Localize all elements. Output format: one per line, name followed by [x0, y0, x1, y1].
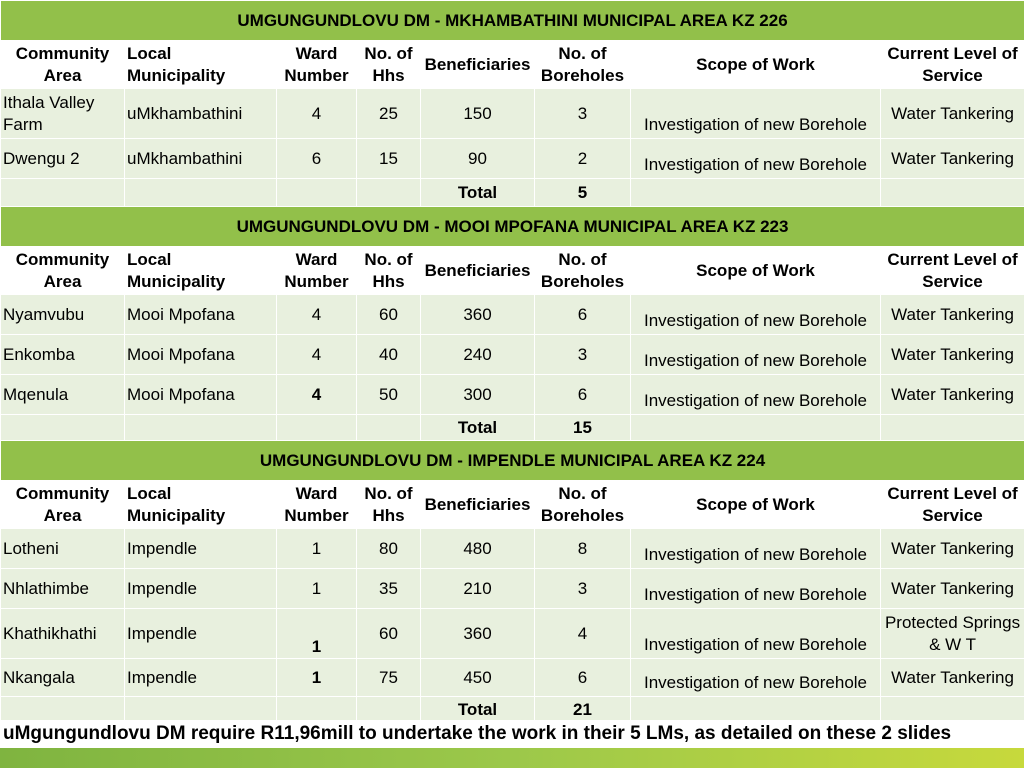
- cell-service: Water Tankering: [881, 335, 1024, 375]
- cell-municipality: uMkhambathini: [125, 89, 277, 139]
- cell-scope: Investigation of new Borehole: [631, 295, 881, 335]
- header-ward-number: Ward Number: [277, 247, 357, 295]
- cell-municipality: Impendle: [125, 529, 277, 569]
- cell-scope: Investigation of new Borehole: [631, 569, 881, 609]
- cell-boreholes: 2: [535, 139, 631, 179]
- cell-hhs: 75: [357, 659, 421, 697]
- section-title: UMGUNGUNDLOVU DM - MOOI MPOFANA MUNICIPAL AREA KZ 223: [1, 207, 1024, 247]
- section-title: UMGUNGUNDLOVU DM - IMPENDLE MUNICIPAL AREA KZ 224: [1, 441, 1024, 481]
- cell-community: Nkangala: [1, 659, 125, 697]
- cell-scope: Investigation of new Borehole: [631, 335, 881, 375]
- total-boreholes: 5: [535, 179, 631, 207]
- cell-beneficiaries: 450: [421, 659, 535, 697]
- header-no-of-boreholes: No. of Boreholes: [535, 41, 631, 89]
- cell-service: Water Tankering: [881, 569, 1024, 609]
- table-row: [1, 529, 1024, 569]
- header-row: [1, 247, 1024, 295]
- cell-beneficiaries: 240: [421, 335, 535, 375]
- table-row: [1, 659, 1024, 697]
- cell-boreholes: 6: [535, 375, 631, 415]
- table-row: [1, 609, 1024, 659]
- header-row: [1, 41, 1024, 89]
- cell-scope: Investigation of new Borehole: [631, 375, 881, 415]
- cell-ward: 4: [277, 375, 357, 415]
- cell-scope: Investigation of new Borehole: [631, 139, 881, 179]
- header-no-of-hhs: No. of Hhs: [357, 247, 421, 295]
- header-beneficiaries: Beneficiaries: [421, 481, 535, 529]
- cell-service: Water Tankering: [881, 139, 1024, 179]
- cell-boreholes: 6: [535, 295, 631, 335]
- header-beneficiaries: Beneficiaries: [421, 247, 535, 295]
- cell-boreholes: 3: [535, 335, 631, 375]
- header-scope-of-work: Scope of Work: [631, 41, 881, 89]
- header-community-area: Community Area: [1, 481, 125, 529]
- cell-ward: 1: [277, 659, 357, 697]
- cell-scope: Investigation of new Borehole: [631, 529, 881, 569]
- cell-hhs: 60: [357, 295, 421, 335]
- cell-hhs: 80: [357, 529, 421, 569]
- section-title-row: [1, 1, 1024, 41]
- cell-community: Khathikhathi: [1, 609, 125, 659]
- section-title-row: [1, 441, 1024, 481]
- total-row: [1, 179, 1024, 207]
- footer-note: uMgungundlovu DM require R11,96mill to undertake the work in their 5 LMs, as detailed on these 2 slides: [0, 720, 1024, 748]
- header-no-of-hhs: No. of Hhs: [357, 41, 421, 89]
- cell-ward: 6: [277, 139, 357, 179]
- cell-beneficiaries: 150: [421, 89, 535, 139]
- cell-beneficiaries: 300: [421, 375, 535, 415]
- header-community-area: Community Area: [1, 41, 125, 89]
- cell-municipality: uMkhambathini: [125, 139, 277, 179]
- cell-ward: 1: [277, 529, 357, 569]
- cell-service: Water Tankering: [881, 375, 1024, 415]
- total-boreholes: 15: [535, 415, 631, 441]
- header-no-of-boreholes: No. of Boreholes: [535, 247, 631, 295]
- cell-community: Nyamvubu: [1, 295, 125, 335]
- cell-community: Nhlathimbe: [1, 569, 125, 609]
- table-row: [1, 335, 1024, 375]
- table-row: [1, 139, 1024, 179]
- cell-boreholes: 4: [535, 609, 631, 659]
- cell-community: Lotheni: [1, 529, 125, 569]
- cell-hhs: 25: [357, 89, 421, 139]
- cell-community: Ithala Valley Farm: [1, 89, 125, 139]
- header-row: [1, 481, 1024, 529]
- cell-municipality: Mooi Mpofana: [125, 375, 277, 415]
- header-current-level-of-service: Current Level of Service: [881, 247, 1024, 295]
- total-row: [1, 697, 1024, 723]
- header-scope-of-work: Scope of Work: [631, 247, 881, 295]
- cell-scope: Investigation of new Borehole: [631, 609, 881, 659]
- header-beneficiaries: Beneficiaries: [421, 41, 535, 89]
- table-row: [1, 569, 1024, 609]
- table-row: [1, 295, 1024, 335]
- cell-community: Enkomba: [1, 335, 125, 375]
- table-row: [1, 89, 1024, 139]
- cell-beneficiaries: 360: [421, 609, 535, 659]
- cell-ward: 1: [277, 569, 357, 609]
- cell-ward: 4: [277, 335, 357, 375]
- cell-service: Water Tankering: [881, 89, 1024, 139]
- cell-hhs: 15: [357, 139, 421, 179]
- header-no-of-boreholes: No. of Boreholes: [535, 481, 631, 529]
- cell-hhs: 40: [357, 335, 421, 375]
- cell-service: Water Tankering: [881, 529, 1024, 569]
- header-current-level-of-service: Current Level of Service: [881, 481, 1024, 529]
- cell-boreholes: 6: [535, 659, 631, 697]
- cell-ward: 1: [277, 609, 357, 659]
- cell-municipality: Impendle: [125, 569, 277, 609]
- header-local-municipality: Local Municipality: [125, 247, 277, 295]
- cell-scope: Investigation of new Borehole: [631, 89, 881, 139]
- total-label: Total: [421, 415, 535, 441]
- cell-hhs: 60: [357, 609, 421, 659]
- header-current-level-of-service: Current Level of Service: [881, 41, 1024, 89]
- cell-municipality: Impendle: [125, 659, 277, 697]
- header-local-municipality: Local Municipality: [125, 481, 277, 529]
- cell-beneficiaries: 360: [421, 295, 535, 335]
- total-label: Total: [421, 179, 535, 207]
- cell-service: Water Tankering: [881, 295, 1024, 335]
- cell-ward: 4: [277, 295, 357, 335]
- header-local-municipality: Local Municipality: [125, 41, 277, 89]
- cell-boreholes: 3: [535, 569, 631, 609]
- total-label: Total: [421, 697, 535, 723]
- header-ward-number: Ward Number: [277, 481, 357, 529]
- section-title: UMGUNGUNDLOVU DM - MKHAMBATHINI MUNICIPAL AREA KZ 226: [1, 1, 1024, 41]
- cell-beneficiaries: 210: [421, 569, 535, 609]
- cell-boreholes: 8: [535, 529, 631, 569]
- header-ward-number: Ward Number: [277, 41, 357, 89]
- header-community-area: Community Area: [1, 247, 125, 295]
- cell-municipality: Mooi Mpofana: [125, 295, 277, 335]
- cell-service: Water Tankering: [881, 659, 1024, 697]
- header-no-of-hhs: No. of Hhs: [357, 481, 421, 529]
- cell-scope: Investigation of new Borehole: [631, 659, 881, 697]
- cell-municipality: Impendle: [125, 609, 277, 659]
- cell-community: Mqenula: [1, 375, 125, 415]
- cell-hhs: 35: [357, 569, 421, 609]
- cell-beneficiaries: 90: [421, 139, 535, 179]
- cell-community: Dwengu 2: [1, 139, 125, 179]
- cell-ward: 4: [277, 89, 357, 139]
- cell-beneficiaries: 480: [421, 529, 535, 569]
- total-row: [1, 415, 1024, 441]
- decorative-bottom-band: [0, 748, 1024, 768]
- section-title-row: [1, 207, 1024, 247]
- total-boreholes: 21: [535, 697, 631, 723]
- table-row: [1, 375, 1024, 415]
- cell-hhs: 50: [357, 375, 421, 415]
- cell-boreholes: 3: [535, 89, 631, 139]
- header-scope-of-work: Scope of Work: [631, 481, 881, 529]
- cell-service: Protected Springs & W T: [881, 609, 1024, 659]
- cell-municipality: Mooi Mpofana: [125, 335, 277, 375]
